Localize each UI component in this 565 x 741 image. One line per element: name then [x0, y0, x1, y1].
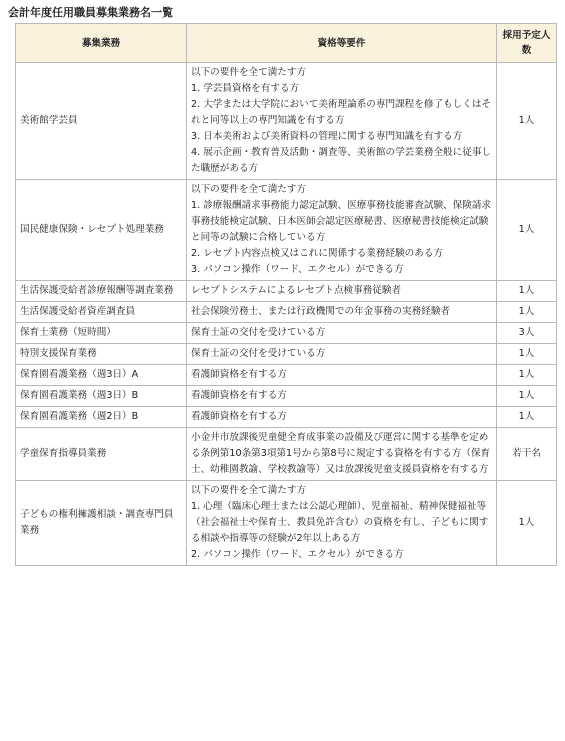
table-row: [16, 281, 557, 302]
requirements-cell: [187, 180, 497, 281]
requirements-cell: [187, 386, 497, 407]
table-row: [16, 323, 557, 344]
table-row: [16, 481, 557, 566]
hiring-count-cell: 1人: [497, 180, 557, 281]
requirement-line: 以下の要件を全て満たす方: [191, 184, 307, 195]
requirements-cell: [187, 281, 497, 302]
hiring-count-cell: 1人: [497, 386, 557, 407]
requirement-line: 看護師資格を有する方: [191, 411, 287, 422]
table-row: [16, 407, 557, 428]
requirement-line: 1. 学芸員資格を有する方: [191, 83, 300, 94]
requirements-cell: [187, 428, 497, 481]
requirements-cell: [187, 63, 497, 180]
table-row: [16, 386, 557, 407]
table-row: [16, 180, 557, 281]
job-title-cell: 特別支援保育業務: [16, 344, 187, 365]
requirement-line: 保育士証の交付を受けている方: [191, 327, 326, 338]
requirements-cell: [187, 323, 497, 344]
table-row: [16, 428, 557, 481]
job-title-cell: 保育士業務（短時間）: [16, 323, 187, 344]
hiring-count-cell: 1人: [497, 344, 557, 365]
recruitment-table: [15, 23, 557, 566]
table-row: [16, 63, 557, 180]
job-title-cell: 保育園看護業務（週3日）A: [16, 365, 187, 386]
requirements-cell: [187, 302, 497, 323]
page-title: 会計年度任用職員募集業務名一覧: [8, 6, 173, 19]
job-title-cell: 国民健康保険・レセプト処理業務: [16, 180, 187, 281]
hiring-count-cell: 1人: [497, 481, 557, 566]
requirement-line: 以下の要件を全て満たす方: [191, 485, 307, 496]
job-title-cell: 生活保護受給者資産調査員: [16, 302, 187, 323]
hiring-count-cell: 3人: [497, 323, 557, 344]
hiring-count-cell: 1人: [497, 302, 557, 323]
requirement-line: 看護師資格を有する方: [191, 369, 287, 380]
requirement-line: 小金井市放課後児童健全育成事業の設備及び運営に関する基準を定める条例第10条第3項第1号から第8号に規定する資格を有する方（保育士、幼稚園教諭、学校教諭等）又は放課後児童支援員資格を有する方: [191, 432, 491, 475]
job-title-cell: 生活保護受給者診療報酬等調査業務: [16, 281, 187, 302]
requirement-line: 保育士証の交付を受けている方: [191, 348, 326, 359]
job-title-cell: 美術館学芸員: [16, 63, 187, 180]
requirement-line: レセプトシステムによるレセプト点検事務従験者: [191, 285, 402, 296]
requirement-line: 看護師資格を有する方: [191, 390, 287, 401]
requirement-line: 2. 大学または大学院において美術理論系の専門課程を修了もしくはそれと同等以上の専門知識を有する方: [191, 99, 492, 126]
requirement-line: 4. 展示企画・教育普及活動・調査等、美術館の学芸業務全般に従事した職歴がある方: [191, 147, 492, 174]
table-row: [16, 302, 557, 323]
requirements-cell: [187, 365, 497, 386]
requirement-line: 社会保険労務士、または行政機関での年金事務の実務経験者: [191, 306, 451, 317]
header-requirements: 資格等要件: [187, 24, 497, 63]
requirement-line: 1. 診療報酬請求事務能力認定試験、医療事務技能審査試験、保険請求事務技能検定試験、日本医師会認定医療秘書、医療秘書技能検定試験と同等の試験に合格している方: [191, 200, 492, 243]
job-title-cell: 保育園看護業務（週3日）B: [16, 386, 187, 407]
hiring-count-cell: 1人: [497, 63, 557, 180]
requirements-cell: [187, 344, 497, 365]
table-row: [16, 365, 557, 386]
requirement-line: 2. パソコン操作（ワード、エクセル）ができる方: [191, 549, 404, 560]
requirements-cell: [187, 407, 497, 428]
requirement-line: 2. レセプト内容点検又はこれに関係する業務経験のある方: [191, 248, 444, 259]
job-title-cell: 子どもの権利擁護相談・調査専門員業務: [16, 481, 187, 566]
header-count: 採用予定人数: [497, 24, 557, 63]
requirements-cell: [187, 481, 497, 566]
requirement-line: 1. 心理（臨床心理士または公認心理師）、児童福祉、精神保健福祉等（社会福祉士や保育士、教員免許含む）の資格を有し、子どもに関する相談や指導等の経験が2年以上ある方: [191, 501, 489, 544]
hiring-count-cell: 1人: [497, 407, 557, 428]
job-title-cell: 学童保育指導員業務: [16, 428, 187, 481]
hiring-count-cell: 1人: [497, 365, 557, 386]
requirement-line: 以下の要件を全て満たす方: [191, 67, 307, 78]
requirement-line: 3. パソコン操作（ワード、エクセル）ができる方: [191, 264, 404, 275]
table-header-row: [16, 24, 557, 63]
job-title-cell: 保育園看護業務（週2日）B: [16, 407, 187, 428]
table-row: [16, 344, 557, 365]
hiring-count-cell: 1人: [497, 281, 557, 302]
requirement-line: 3. 日本美術および美術資料の管理に関する専門知識を有する方: [191, 131, 463, 142]
hiring-count-cell: 若干名: [497, 428, 557, 481]
table-body: [16, 63, 557, 566]
header-job: 募集業務: [16, 24, 187, 63]
